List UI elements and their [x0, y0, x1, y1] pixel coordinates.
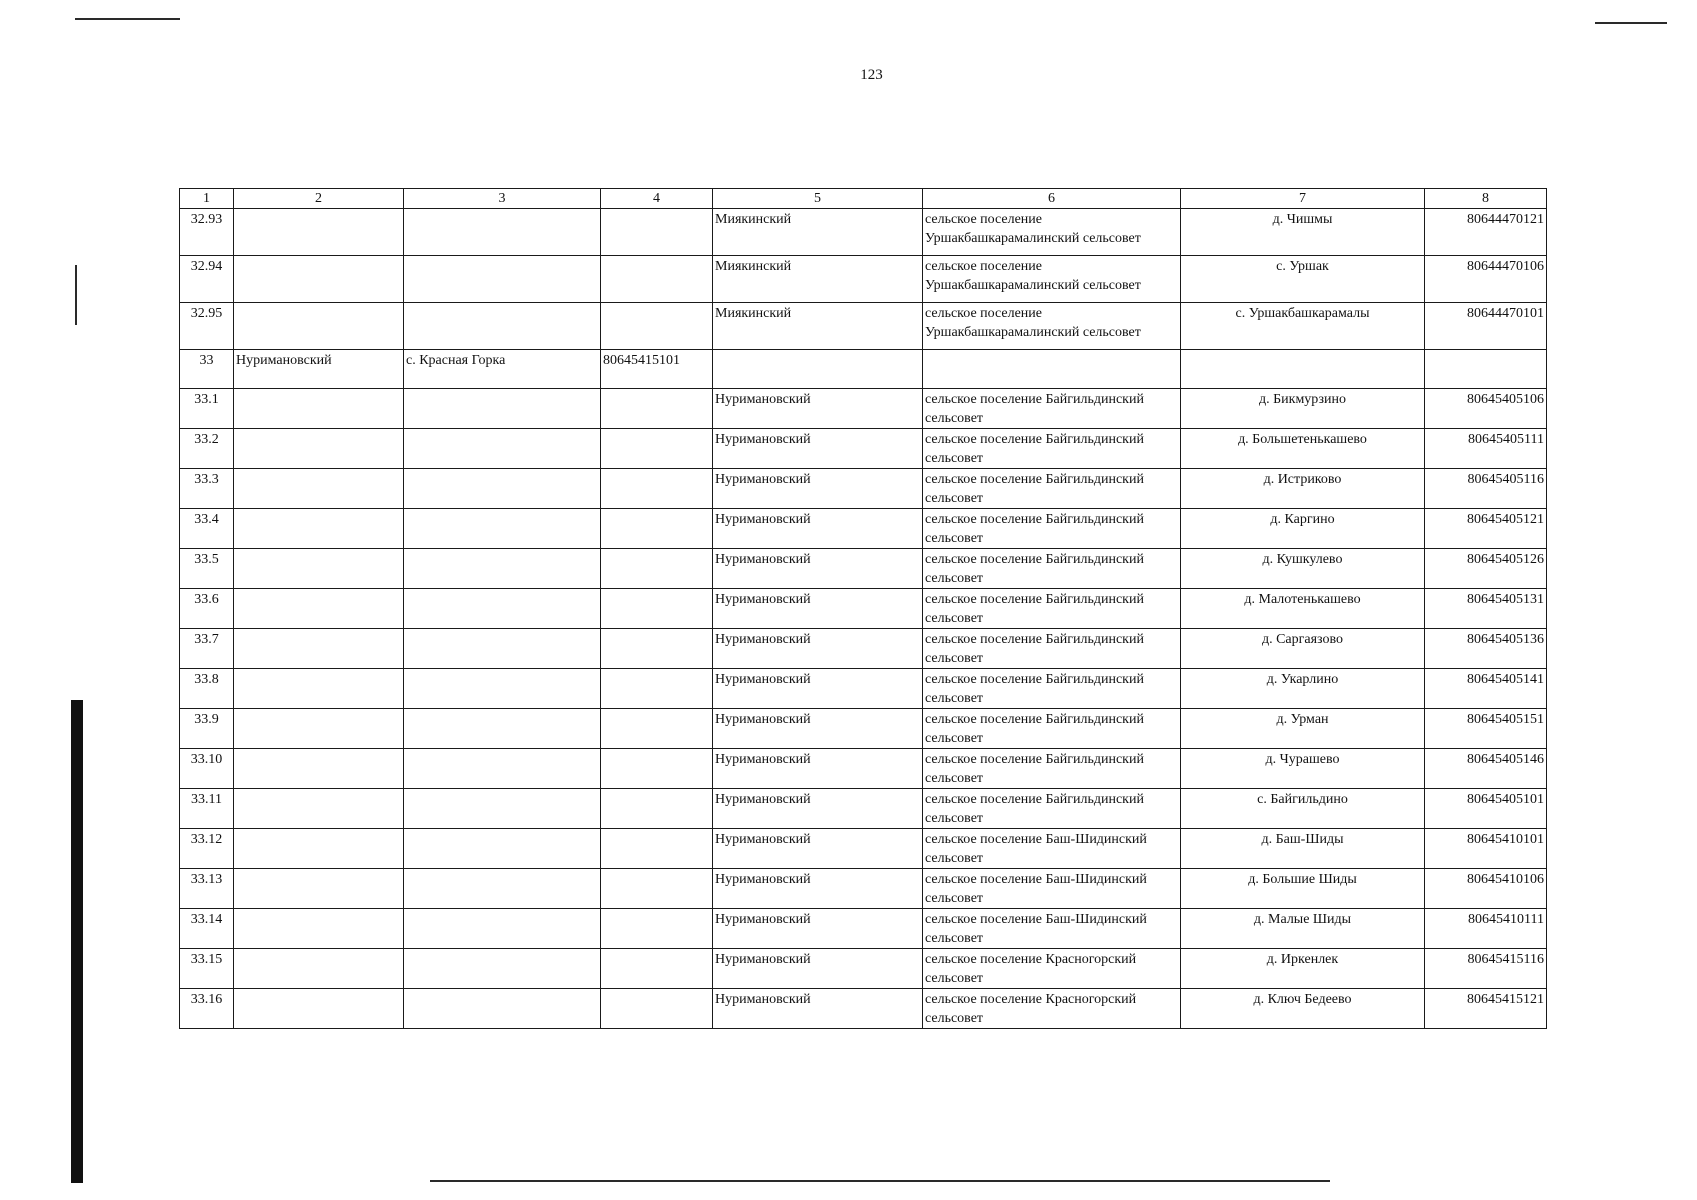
district-cell: [234, 709, 404, 749]
center-cell: [404, 909, 601, 949]
district-cell: [234, 549, 404, 589]
center-cell: [404, 989, 601, 1029]
settlement-cell: сельское поселение Красногорский сельсовет: [923, 989, 1181, 1029]
column-header: 2: [234, 189, 404, 209]
scan-artifact-left-thin: [75, 265, 77, 325]
district-cell: [234, 303, 404, 350]
municipal-district-cell: Нуримановский: [713, 469, 923, 509]
center-code-cell: [601, 909, 713, 949]
district-cell: [234, 749, 404, 789]
table-row: [180, 469, 1547, 509]
oktmo-code-cell: 80645410111: [1425, 909, 1547, 949]
column-header: 4: [601, 189, 713, 209]
oktmo-code-cell: [1425, 350, 1547, 389]
locality-cell: с. Уршак: [1181, 256, 1425, 303]
row-number-cell: 33.12: [180, 829, 234, 869]
locality-cell: д. Кушкулево: [1181, 549, 1425, 589]
municipal-district-cell: Нуримановский: [713, 749, 923, 789]
district-cell: [234, 389, 404, 429]
table-row: [180, 303, 1547, 350]
locality-cell: д. Бикмурзино: [1181, 389, 1425, 429]
district-cell: [234, 209, 404, 256]
settlement-cell: сельское поселение Баш-Шидинский сельсовет: [923, 909, 1181, 949]
district-cell: [234, 909, 404, 949]
settlements-table: [179, 188, 1547, 1029]
center-code-cell: [601, 749, 713, 789]
municipal-district-cell: [713, 350, 923, 389]
row-number-cell: 33.16: [180, 989, 234, 1029]
settlement-cell: сельское поселение Байгильдинский сельсовет: [923, 629, 1181, 669]
settlement-cell: сельское поселение Байгильдинский сельсовет: [923, 509, 1181, 549]
table-header-row: [180, 189, 1547, 209]
table-row: [180, 429, 1547, 469]
center-code-cell: [601, 303, 713, 350]
oktmo-code-cell: 80645405116: [1425, 469, 1547, 509]
center-cell: [404, 789, 601, 829]
table-row: [180, 389, 1547, 429]
municipal-district-cell: Нуримановский: [713, 709, 923, 749]
column-header: 8: [1425, 189, 1547, 209]
scan-artifact-top-right: [1595, 22, 1667, 24]
locality-cell: д. Чурашево: [1181, 749, 1425, 789]
locality-cell: д. Урман: [1181, 709, 1425, 749]
center-code-cell: [601, 209, 713, 256]
center-cell: [404, 389, 601, 429]
municipal-district-cell: Нуримановский: [713, 869, 923, 909]
table-row: [180, 350, 1547, 389]
table-row: [180, 869, 1547, 909]
locality-cell: с. Байгильдино: [1181, 789, 1425, 829]
locality-cell: д. Истриково: [1181, 469, 1425, 509]
row-number-cell: 33.7: [180, 629, 234, 669]
table-row: [180, 989, 1547, 1029]
center-code-cell: [601, 949, 713, 989]
table-row: [180, 909, 1547, 949]
settlement-cell: сельское поселение Байгильдинский сельсовет: [923, 589, 1181, 629]
municipal-district-cell: Нуримановский: [713, 589, 923, 629]
table-row: [180, 669, 1547, 709]
column-header: 7: [1181, 189, 1425, 209]
center-cell: [404, 303, 601, 350]
district-cell: [234, 789, 404, 829]
scan-artifact-top-left: [75, 18, 180, 20]
oktmo-code-cell: 80645415116: [1425, 949, 1547, 989]
oktmo-code-cell: 80645410106: [1425, 869, 1547, 909]
row-number-cell: 33.6: [180, 589, 234, 629]
settlement-cell: сельское поселение Байгильдинский сельсовет: [923, 469, 1181, 509]
district-cell: Нуримановский: [234, 350, 404, 389]
center-cell: [404, 589, 601, 629]
locality-cell: д. Малые Шиды: [1181, 909, 1425, 949]
municipal-district-cell: Нуримановский: [713, 789, 923, 829]
district-cell: [234, 256, 404, 303]
center-cell: [404, 869, 601, 909]
locality-cell: д. Иркенлек: [1181, 949, 1425, 989]
table-row: [180, 789, 1547, 829]
center-code-cell: [601, 549, 713, 589]
municipal-district-cell: Нуримановский: [713, 829, 923, 869]
column-header: 1: [180, 189, 234, 209]
column-header: 6: [923, 189, 1181, 209]
oktmo-code-cell: 80644470121: [1425, 209, 1547, 256]
locality-cell: д. Чишмы: [1181, 209, 1425, 256]
locality-cell: д. Большетенькашево: [1181, 429, 1425, 469]
center-cell: [404, 749, 601, 789]
settlement-cell: сельское поселение Байгильдинский сельсовет: [923, 549, 1181, 589]
center-code-cell: 80645415101: [601, 350, 713, 389]
center-cell: [404, 256, 601, 303]
municipal-district-cell: Нуримановский: [713, 509, 923, 549]
oktmo-code-cell: 80645405136: [1425, 629, 1547, 669]
oktmo-code-cell: 80645405126: [1425, 549, 1547, 589]
scan-artifact-bottom: [430, 1180, 1330, 1182]
row-number-cell: 32.95: [180, 303, 234, 350]
center-cell: [404, 429, 601, 469]
row-number-cell: 32.94: [180, 256, 234, 303]
oktmo-code-cell: 80645405151: [1425, 709, 1547, 749]
center-code-cell: [601, 829, 713, 869]
settlement-cell: сельское поселение Байгильдинский сельсовет: [923, 709, 1181, 749]
oktmo-code-cell: 80645405146: [1425, 749, 1547, 789]
table-row: [180, 709, 1547, 749]
district-cell: [234, 829, 404, 869]
center-cell: [404, 669, 601, 709]
municipal-district-cell: Нуримановский: [713, 989, 923, 1029]
municipal-district-cell: Миякинский: [713, 303, 923, 350]
center-cell: [404, 469, 601, 509]
settlement-cell: сельское поселение Красногорский сельсовет: [923, 949, 1181, 989]
center-cell: [404, 209, 601, 256]
municipal-district-cell: Нуримановский: [713, 629, 923, 669]
center-cell: [404, 549, 601, 589]
locality-cell: д. Большие Шиды: [1181, 869, 1425, 909]
row-number-cell: 33.8: [180, 669, 234, 709]
row-number-cell: 33: [180, 350, 234, 389]
table-row: [180, 949, 1547, 989]
locality-cell: д. Ключ Бедеево: [1181, 989, 1425, 1029]
center-code-cell: [601, 429, 713, 469]
table-row: [180, 629, 1547, 669]
center-code-cell: [601, 709, 713, 749]
municipal-district-cell: Нуримановский: [713, 549, 923, 589]
locality-cell: д. Баш-Шиды: [1181, 829, 1425, 869]
settlement-cell: сельское поселение Уршакбашкарамалинский сельсовет: [923, 303, 1181, 350]
locality-cell: д. Укарлино: [1181, 669, 1425, 709]
oktmo-code-cell: 80645405131: [1425, 589, 1547, 629]
locality-cell: [1181, 350, 1425, 389]
row-number-cell: 33.1: [180, 389, 234, 429]
center-code-cell: [601, 589, 713, 629]
center-code-cell: [601, 469, 713, 509]
district-cell: [234, 429, 404, 469]
municipal-district-cell: Нуримановский: [713, 909, 923, 949]
row-number-cell: 33.3: [180, 469, 234, 509]
municipal-district-cell: Нуримановский: [713, 389, 923, 429]
settlement-cell: сельское поселение Байгильдинский сельсовет: [923, 749, 1181, 789]
oktmo-code-cell: 80645410101: [1425, 829, 1547, 869]
table-row: [180, 829, 1547, 869]
center-code-cell: [601, 989, 713, 1029]
center-code-cell: [601, 789, 713, 829]
row-number-cell: 33.10: [180, 749, 234, 789]
center-code-cell: [601, 509, 713, 549]
locality-cell: с. Уршакбашкарамалы: [1181, 303, 1425, 350]
oktmo-code-cell: 80645415121: [1425, 989, 1547, 1029]
locality-cell: д. Каргино: [1181, 509, 1425, 549]
district-cell: [234, 589, 404, 629]
center-code-cell: [601, 256, 713, 303]
row-number-cell: 33.4: [180, 509, 234, 549]
district-cell: [234, 869, 404, 909]
center-cell: с. Красная Горка: [404, 350, 601, 389]
oktmo-code-cell: 80644470101: [1425, 303, 1547, 350]
district-cell: [234, 669, 404, 709]
center-cell: [404, 629, 601, 669]
settlement-cell: сельское поселение Байгильдинский сельсовет: [923, 389, 1181, 429]
row-number-cell: 33.9: [180, 709, 234, 749]
district-cell: [234, 949, 404, 989]
center-cell: [404, 949, 601, 989]
settlement-cell: сельское поселение Байгильдинский сельсовет: [923, 789, 1181, 829]
column-header: 5: [713, 189, 923, 209]
center-cell: [404, 709, 601, 749]
center-code-cell: [601, 629, 713, 669]
scan-artifact-left-bar: [71, 700, 83, 1183]
oktmo-code-cell: 80645405106: [1425, 389, 1547, 429]
center-code-cell: [601, 869, 713, 909]
settlement-cell: сельское поселение Байгильдинский сельсовет: [923, 429, 1181, 469]
oktmo-code-cell: 80645405141: [1425, 669, 1547, 709]
oktmo-code-cell: 80645405121: [1425, 509, 1547, 549]
table-row: [180, 749, 1547, 789]
column-header: 3: [404, 189, 601, 209]
municipal-district-cell: Миякинский: [713, 209, 923, 256]
row-number-cell: 33.2: [180, 429, 234, 469]
table-row: [180, 209, 1547, 256]
settlement-cell: [923, 350, 1181, 389]
municipal-district-cell: Нуримановский: [713, 429, 923, 469]
oktmo-code-cell: 80645405101: [1425, 789, 1547, 829]
row-number-cell: 33.15: [180, 949, 234, 989]
municipal-district-cell: Нуримановский: [713, 949, 923, 989]
oktmo-code-cell: 80644470106: [1425, 256, 1547, 303]
district-cell: [234, 469, 404, 509]
row-number-cell: 33.5: [180, 549, 234, 589]
district-cell: [234, 989, 404, 1029]
oktmo-code-cell: 80645405111: [1425, 429, 1547, 469]
settlement-cell: сельское поселение Уршакбашкарамалинский сельсовет: [923, 209, 1181, 256]
center-cell: [404, 509, 601, 549]
row-number-cell: 33.14: [180, 909, 234, 949]
table-row: [180, 589, 1547, 629]
municipal-district-cell: Миякинский: [713, 256, 923, 303]
page-number: 123: [860, 67, 883, 83]
settlement-cell: сельское поселение Байгильдинский сельсовет: [923, 669, 1181, 709]
center-cell: [404, 829, 601, 869]
row-number-cell: 33.11: [180, 789, 234, 829]
settlement-cell: сельское поселение Уршакбашкарамалинский сельсовет: [923, 256, 1181, 303]
settlement-cell: сельское поселение Баш-Шидинский сельсовет: [923, 829, 1181, 869]
district-cell: [234, 509, 404, 549]
center-code-cell: [601, 389, 713, 429]
district-cell: [234, 629, 404, 669]
table-row: [180, 509, 1547, 549]
table-row: [180, 549, 1547, 589]
center-code-cell: [601, 669, 713, 709]
row-number-cell: 33.13: [180, 869, 234, 909]
locality-cell: д. Малотенькашево: [1181, 589, 1425, 629]
locality-cell: д. Саргаязово: [1181, 629, 1425, 669]
table-row: [180, 256, 1547, 303]
row-number-cell: 32.93: [180, 209, 234, 256]
settlement-cell: сельское поселение Баш-Шидинский сельсовет: [923, 869, 1181, 909]
municipal-district-cell: Нуримановский: [713, 669, 923, 709]
